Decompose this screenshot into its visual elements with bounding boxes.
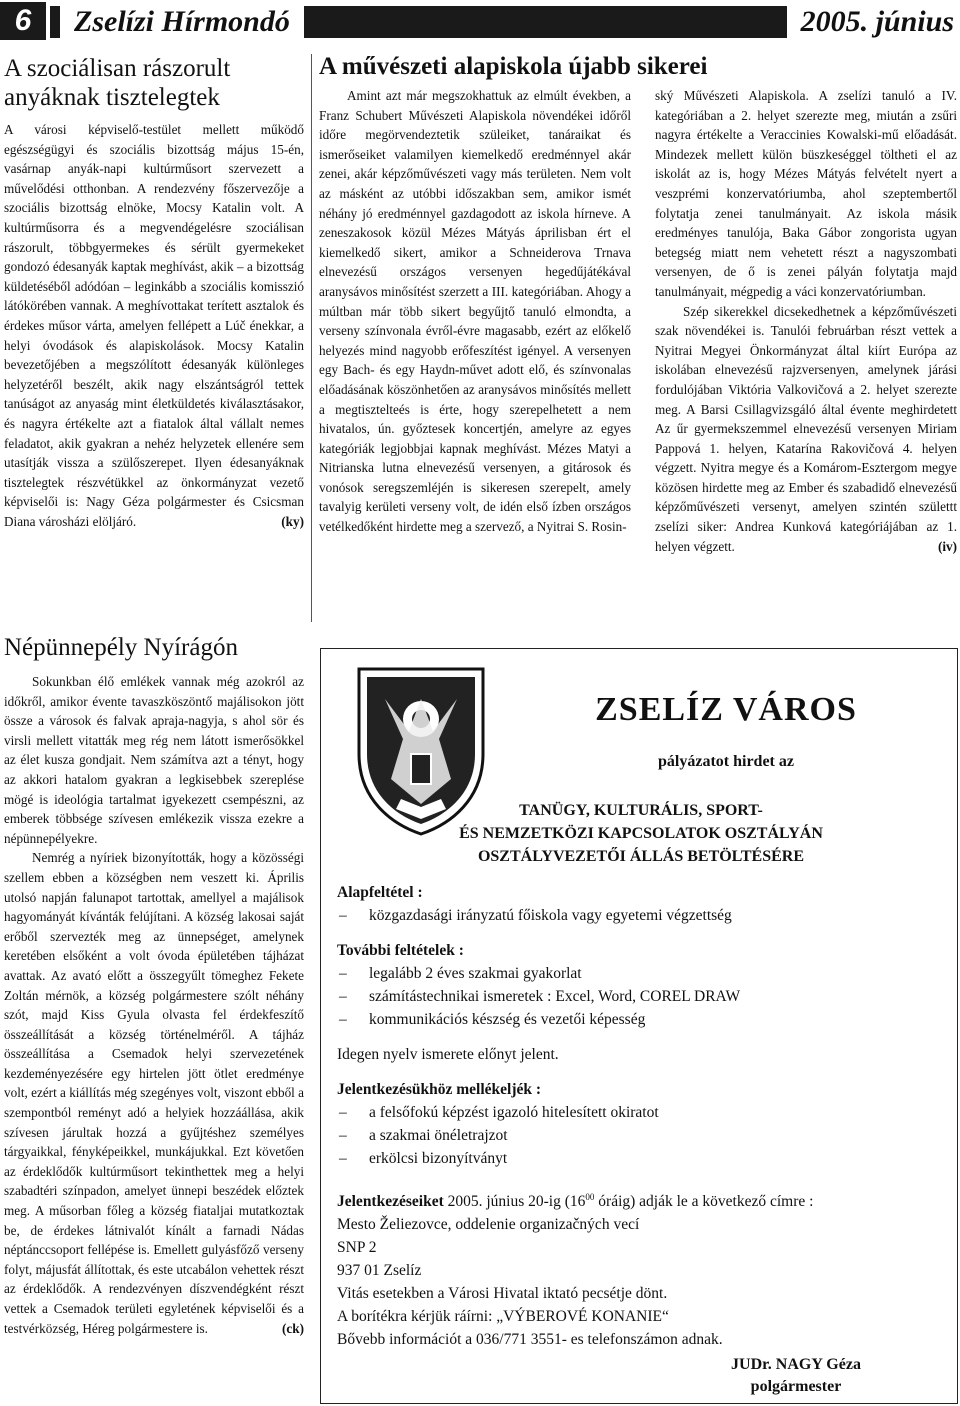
issue-date: 2005. június	[787, 4, 960, 40]
requirement-item: – legalább 2 éves szakmai gyakorlat	[337, 962, 947, 985]
article-headline: A szociálisan rászorult anyáknak tisztelegtek	[4, 55, 231, 111]
info-note: Bővebb információt a 036/771 3551- es telefonszámon adnak.	[337, 1331, 723, 1349]
job-posting	[320, 648, 958, 1404]
article-social-mothers	[4, 54, 304, 531]
attachment-item: – a felsőfokú képzést igazoló hitelesített okiratot	[337, 1101, 947, 1124]
article-text: Nemrég a nyíriek bizonyították, hogy a közösségi szellem ebben a községben nem veszett ki. Április utolsó napján falunapot tartottak, amellyel a majálisok hagyományát kívánták felújítani. A község lakosai saját erőből szervezték meg az ünnepséget, amelynek keretében elsőként a volt óvoda épületében tájházat avattak. Az avató előtt a összegyűlt tömeghez Fekete Zoltán mérnök, a község polgármestere szólt néhány szót, majd Kiss Gyula olvasta fel érdekfeszítő összeállítását a község történelméről. A tájház összeállítása a Csemadok helyi szervezetének kezdeményezésére egy hirtelen jött ötlet eredménye volt, ezért a kiállítás még szegényes volt, viszont ebből a szempontból reményt adó a helyiek hozzáállása, akik szívesen járultak hozzá a gyűjtéshez személyes tárgyaikkal, fényképeikkel, munkájukkal. Ezt követően az érdeklődők kultúrműsort tekinthettek meg a helyi szabadtéri színpadon, amelyet ünnepi beszédek előztek meg. A műsorban főleg a község fiataljai mutatkoztak be, de érdekes látnivalót kínált a farnadi Nádas néptánccsoport fellépése is. Emellett gulyásfőző verseny folyt, májusfát állítottak, és este utcabálon vehettek részt az érdeklődők. A rendezvényen díszvendégként részt vettek a Csemadok területi egyletének képviselői és a testvérközség, Héreg polgármestere is. (ck)	[4, 848, 304, 1338]
department-line: OSZTÁLYVEZETŐI ÁLLÁS BETÖLTÉSÉRE	[477, 848, 805, 865]
department-line: TANÜGY, KULTURÁLIS, SPORT-	[519, 802, 763, 819]
job-ad-body	[337, 881, 947, 1351]
requirement-label: További feltételek :	[337, 942, 464, 959]
job-ad-department	[341, 799, 941, 868]
job-ad-title: ZSELÍZ VÁROS	[595, 691, 857, 728]
masthead	[0, 0, 960, 44]
article-folk-festival	[4, 633, 304, 1338]
requirement-item: – közgazdasági irányzatú főiskola vagy egyetemi végzettség	[337, 904, 947, 927]
requirement-item: – számítástechnikai ismeretek : Excel, Word, COREL DRAW	[337, 985, 947, 1008]
address-line: SNP 2	[337, 1239, 377, 1257]
article-headline: A művészeti alapiskola újabb sikerei	[319, 53, 708, 80]
article-column-1	[319, 86, 631, 537]
author-signature: (ck)	[282, 1320, 304, 1336]
language-note: Idegen nyelv ismerete előnyt jelent.	[337, 1046, 559, 1063]
dispute-note: Vitás esetekben a Városi Hivatal iktató pecsétje dönt.	[337, 1285, 668, 1303]
article-text: Amint azt már megszokhattuk az elmúlt években, a Franz Schubert Művészeti Alapiskola növendékei időről időre megörvendeztetik szüleiket, tanáraikat és ismerőseiket valamilyen kiemelkedő eredménnyel akár zenei, akár képzőművészeti vagy más területen. Nem volt az másként az utóbbi időszakban sem, amikor ismét néhány jó eredménnyel gazdagodott az iskola hírneve. A zeneszakosok közül Mézes Mátyás áprilisban ért el kiemelkedő sikert, amikor a Schneiderova Trnava elnevezésű országos versenyen hegedűjátékával aranysávos minősítést szerzett a III. kategóriában. Ahogy a múltban már több sikert begyűjtő tanuló elmondta, a verseny színvonala évről-évre magasabb, ezért az előkelő helyezés mind nagyobb erőfeszítést igényel. A versenyen egy Bach- és egy Haydn-művet adott elő, és színvonalas előadásának köszönhetően az aranysávos minősítés mellett a megtisztelteés is érte, hogy szerepelhetett a nem hivatalos, ún. győztesek koncertjén, amelyre az egyes kategóriák legjobbjai kapnak meghívást. Mézes Matyi a Nitrianska lutna elnevezésű versenyen, a gitárosok és vonósok seregszemléjén is sikeresen szerepelt, amely tavalyig kerületi verseny volt, de idén első ízben országos vetélkedőként hirdette meg a szervező, a Nyitrai S. Rosin-	[319, 88, 631, 535]
author-signature: (iv)	[937, 538, 957, 554]
address-line: 937 01 Zselíz	[337, 1262, 422, 1280]
article-text: Szép sikerekkel dicsekedhetnek a képzőművészeti szak növendékei is. Tanulói februárban részt vettek a Nyitrai Megyei Önkormányzat által kiírt Európa az iskolában elnevezésű rajzversenyen, amelynek járási fordulójában Viktória Valkovičová a 2. helyet szerezte meg. A Barsi Csillagvizsgáló által évente meghirdetett Az űr gyermekszemmel elnevezésű versenyen Miriam Pappová 1. helyen, Katarína Rakovičová 4. helyen végzett. Nyitra megye és a Komárom-Esztergom megye közösen hirdette meg az Ember és szabadidő elnevezésű képzőművészeti versenyt, amelyen szintén születtt zselízi siker: Andrea Kunková kategóriájában az 1. helyen végzett.	[655, 303, 957, 554]
attachment-item: – erkölcsi bizonyítványt	[337, 1147, 947, 1170]
attachment-label: Jelentkezésükhöz mellékeljék :	[337, 1081, 542, 1098]
article-body	[4, 120, 304, 531]
column-divider	[311, 54, 312, 622]
article-text: Sokunkban élő emlékek vannak még azokról az időkről, amikor évente tavaszköszöntő majálisokon jött össze a városok és falvak apraja-nagyja, s ahol sör és virsli mellett vitatták meg rég nem látott ismerősökkel az élet kusza gondjait. Nem számítva azt a tényt, hogy az akkori hatalom gyakran a legkisebbek szereplése mögé is ideológia tartalmat igyekezett csempészni, az emberek többsége szívesen emlékezik vissza ezekre a népünnepélyekre.	[4, 674, 304, 846]
article-text: ský Művészeti Alapiskola. A zselízi tanuló a IV. kategóriában a 2. helyet szerezte meg, miután a zsűri nagyra értékelte a Veraccinies Kowalski-mű előadását. Mindezek mellett külön büszkeséggel töltheti el az iskolát az is, hogy Mézes Mátyás felvételt nyert a veszprémi konzervatóriumba, ahol szeptembertől folytatja zenei tanulmányait. Az iskola másik eredményes tanulója, Baka Gábor zongorista ugyan betegség miatt nem vehetett részt a nagyszombati versenyen, de ő is zenei pályán folytatja majd tanulmányait, mégpedig a váci konzervatóriumban.	[655, 88, 957, 299]
attachment-item: – a szakmai önéletrajzot	[337, 1124, 947, 1147]
job-ad-subtitle: pályázatot hirdet az	[658, 753, 794, 770]
paper-name: Zselízi Hírmondó	[60, 4, 304, 40]
mayor-title: polgármester	[750, 1378, 842, 1395]
article-text: A városi képviselő-testület mellett működő egészségügyi és szociális bizottság május 15-én, vasárnap anyák-napi kultúrműsort szervezett a művelődési otthonban. A rendezvény főszervezője a szociális bizottság elnöke, Mocsy Katalin volt. A kultúrműsorra és a megvendégelésre szociálisan rászorult, többgyermekes és sérült gyermekeket gondozó édesanyák kaptak meghívást, akik – a bizottság küldetéséből adódóan – leginkább a szociális komisszió látókörében vannak. A meghívottakat terített asztalok és érdekes műsor várta, amelyen fellépett a Lúč énekkar, a helyi óvodások és alapiskolások. Mocsy Katalin bevezetőjében a megszólított édesanyák különleges helyzetéről beszélt, akik nagy elszántságról tettek tanúságot az anyaság mint életküldetés kiválasztásakor, és nagyra értékelte azt a fiatalok által vállalt nemes feladatot, akik gyakran a nehéz helyzetek ellenére sem utasítják vissza a szülőszerepet. Ilyen édesanyáknak tisztelegtek részvétükkel az önkormányzat vezető képviselői is: Nagy Géza polgármester és Csicsman Diana városházi elöljáró.	[4, 122, 304, 529]
address-line: Mesto Želiezovce, oddelenie organizačných vecí	[337, 1216, 640, 1234]
mayor-name: JUDr. NAGY Géza	[731, 1356, 861, 1373]
article-body	[4, 672, 304, 1338]
department-line: ÉS NEMZETKÖZI KAPCSOLATOK OSZTÁLYÁN	[459, 825, 823, 842]
requirement-label: Alapfeltétel :	[337, 884, 423, 901]
article-headline: Népünnepély Nyírágón	[4, 634, 238, 661]
mayor-signature	[681, 1354, 911, 1398]
application-deadline: Jelentkezéseiket 2005. június 20-ig ($16^{00}$ óráig) adják le a következő címre :	[337, 1192, 814, 1211]
page-number: 6	[0, 2, 46, 40]
article-column-2	[655, 86, 957, 556]
requirement-item: – kommunikációs készség és vezetői képesség	[337, 1008, 947, 1031]
author-signature: (ky)	[281, 513, 304, 529]
envelope-note: A borítékra kérjük ráírni: „VÝBEROVÉ KONANIE“	[337, 1308, 669, 1326]
